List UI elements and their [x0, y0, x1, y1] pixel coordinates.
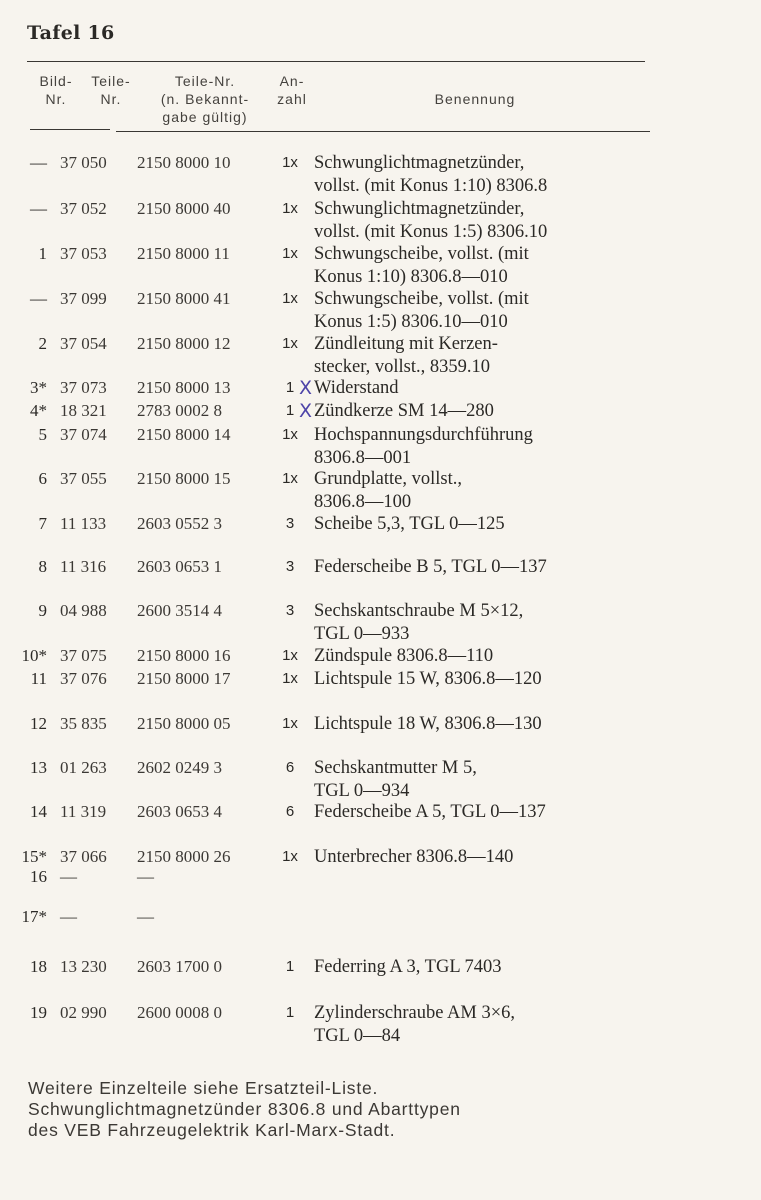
benennung-line: Schwunglichtmagnetzünder,	[314, 199, 525, 219]
benennung-line: 8306.8—001	[314, 447, 412, 468]
cell-teil: 37 053	[60, 244, 107, 263]
handwritten-check-mark: X	[299, 400, 313, 422]
header-teile-nr	[82, 72, 140, 108]
cell-tnr: 2150 8000 11	[137, 244, 230, 263]
header-line: Teile-	[91, 73, 131, 89]
cell-bild: 12	[30, 714, 47, 733]
cell-tnr: 2603 0552 3	[137, 514, 222, 533]
benennung-line: Konus 1:5) 8306.10—010	[314, 311, 508, 332]
cell-benennung	[314, 333, 498, 378]
cell-anz: 1x	[282, 848, 298, 865]
cell-anz: 1x	[282, 426, 298, 443]
cell-anz: 3	[285, 602, 295, 619]
cell-benennung	[314, 600, 523, 645]
cell-benennung	[314, 1002, 515, 1047]
cell-teil: 18 321	[60, 401, 107, 420]
header-anzahl	[270, 72, 314, 108]
header-line: Teile-Nr.	[174, 73, 236, 89]
header-line: Bild-	[39, 73, 73, 89]
cell-anz: 3	[285, 515, 295, 532]
benennung-line: vollst. (mit Konus 1:5) 8306.10	[314, 221, 548, 242]
footer-note	[28, 1078, 461, 1141]
cell-tnr: 2150 8000 26	[137, 847, 231, 866]
cell-bild: 6	[38, 469, 47, 488]
cell-benennung	[314, 846, 513, 869]
cell-anz: 1x	[282, 715, 298, 732]
cell-benennung	[314, 668, 542, 691]
benennung-line: Zündleitung mit Kerzen-	[314, 334, 498, 354]
cell-bild: 15*	[21, 847, 47, 866]
cell-bild: 9	[38, 601, 47, 620]
cell-tnr: 2150 8000 41	[137, 289, 231, 308]
header-teile-nr-bekanntgabe	[140, 72, 270, 126]
cell-teil: 11 319	[60, 802, 107, 821]
footer-line: des VEB Fahrzeugelektrik Karl-Marx-Stadt.	[28, 1120, 396, 1140]
cell-benennung	[314, 198, 547, 243]
cell-benennung	[314, 645, 493, 668]
cell-bild: 7	[38, 514, 47, 533]
benennung-line: Sechskantmutter M 5,	[314, 758, 477, 778]
cell-tnr: 2600 0008 0	[137, 1003, 222, 1022]
benennung-line: Zündkerze SM 14—280	[314, 401, 494, 421]
cell-tnr: 2602 0249 3	[137, 758, 222, 777]
cell-tnr: 2150 8000 15	[137, 469, 231, 488]
cell-benennung	[314, 757, 477, 802]
header-line: zahl	[277, 91, 307, 107]
cell-anz: 1x	[282, 154, 298, 171]
benennung-line: Schwungscheibe, vollst. (mit	[314, 289, 529, 309]
cell-bild: 18	[30, 957, 47, 976]
benennung-line: Federscheibe A 5, TGL 0—137	[314, 802, 546, 822]
header-line: (n. Bekannt-	[160, 91, 250, 107]
cell-benennung	[314, 468, 462, 513]
cell-bild: 16	[30, 867, 47, 886]
cell-teil: 11 133	[60, 514, 107, 533]
cell-teil: 37 099	[60, 289, 107, 308]
cell-benennung	[314, 513, 505, 536]
cell-tnr: 2603 0653 4	[137, 802, 222, 821]
top-rule	[27, 61, 645, 62]
benennung-line: TGL 0—84	[314, 1025, 401, 1046]
cell-tnr: 2150 8000 13	[137, 378, 231, 397]
cell-bild: 2	[38, 334, 47, 353]
cell-tnr: 2150 8000 16	[137, 646, 231, 665]
cell-benennung	[314, 400, 494, 423]
cell-teil: 37 075	[60, 646, 107, 665]
cell-teil: 04 988	[60, 601, 107, 620]
cell-tnr: 2150 8000 05	[137, 714, 231, 733]
cell-bild: —	[30, 199, 47, 218]
cell-anz: 6	[285, 803, 295, 820]
benennung-line: Unterbrecher 8306.8—140	[314, 847, 514, 867]
header-line: An-	[279, 73, 305, 89]
cell-bild: 10*	[21, 646, 47, 665]
cell-anz: 1x	[282, 290, 298, 307]
cell-anz: 1x	[282, 470, 298, 487]
benennung-line: Zylinderschraube AM 3×6,	[314, 1003, 516, 1023]
benennung-line: Federring A 3, TGL 7403	[314, 957, 502, 977]
cell-anz: 1x	[282, 335, 298, 352]
cell-anz: 1x	[282, 670, 298, 687]
cell-benennung	[314, 377, 399, 400]
benennung-line: TGL 0—934	[314, 780, 410, 801]
footer-line: Schwunglichtmagnetzünder 8306.8 und Abarttypen	[28, 1099, 461, 1119]
cell-bild: 11	[30, 669, 47, 688]
benennung-line: Federscheibe B 5, TGL 0—137	[314, 557, 547, 577]
cell-bild: 17*	[21, 907, 47, 926]
cell-bild: —	[30, 153, 47, 172]
cell-teil: 37 073	[60, 378, 107, 397]
header-rule-left	[30, 129, 110, 130]
cell-bild: 19	[30, 1003, 47, 1022]
header-bild-nr	[28, 72, 84, 108]
cell-teil: 35 835	[60, 714, 107, 733]
cell-anz: 1	[285, 379, 295, 396]
header-rule-right	[116, 131, 650, 132]
cell-tnr: 2150 8000 40	[137, 199, 231, 218]
cell-bild: 14	[30, 802, 47, 821]
benennung-line: Grundplatte, vollst.,	[314, 469, 462, 489]
cell-anz: 1x	[282, 200, 298, 217]
cell-tnr: 2783 0002 8	[137, 401, 222, 420]
cell-bild: 5	[38, 425, 47, 444]
cell-teil: 37 054	[60, 334, 107, 353]
cell-tnr: —	[137, 907, 154, 926]
cell-tnr: 2600 3514 4	[137, 601, 222, 620]
cell-teil: 37 076	[60, 669, 107, 688]
cell-teil: 01 263	[60, 758, 107, 777]
benennung-line: stecker, vollst., 8359.10	[314, 356, 491, 377]
cell-teil: 11 316	[60, 557, 107, 576]
cell-anz: 1	[285, 958, 295, 975]
cell-benennung	[314, 152, 547, 197]
cell-tnr: 2150 8000 14	[137, 425, 231, 444]
header-line: gabe gültig)	[162, 109, 248, 125]
cell-teil: —	[60, 907, 77, 926]
cell-bild: 13	[30, 758, 47, 777]
cell-tnr: 2603 1700 0	[137, 957, 222, 976]
cell-teil: 02 990	[60, 1003, 107, 1022]
cell-tnr: 2150 8000 12	[137, 334, 231, 353]
benennung-line: Sechskantschraube M 5×12,	[314, 601, 524, 621]
cell-teil: 37 066	[60, 847, 107, 866]
cell-bild: 4*	[30, 401, 47, 420]
benennung-line: Scheibe 5,3, TGL 0—125	[314, 514, 505, 534]
cell-anz: 3	[285, 558, 295, 575]
header-benennung	[380, 90, 570, 108]
cell-benennung	[314, 288, 529, 333]
footer-line: Weitere Einzelteile siehe Ersatzteil-Liste.	[28, 1078, 379, 1098]
cell-benennung	[314, 424, 533, 469]
header-line: Nr.	[100, 91, 122, 107]
cell-anz: 1x	[282, 647, 298, 664]
benennung-line: Schwungscheibe, vollst. (mit	[314, 244, 529, 264]
benennung-line: vollst. (mit Konus 1:10) 8306.8	[314, 175, 548, 196]
cell-benennung	[314, 556, 547, 579]
benennung-line: TGL 0—933	[314, 623, 410, 644]
page-title: Tafel 16	[27, 22, 115, 44]
cell-teil: 37 055	[60, 469, 107, 488]
cell-teil: 37 074	[60, 425, 107, 444]
cell-teil: 37 052	[60, 199, 107, 218]
cell-bild: —	[30, 289, 47, 308]
benennung-line: Widerstand	[314, 378, 399, 398]
cell-teil: 37 050	[60, 153, 107, 172]
cell-benennung	[314, 801, 546, 824]
cell-bild: 1	[38, 244, 47, 263]
cell-tnr: 2150 8000 17	[137, 669, 231, 688]
benennung-line: Lichtspule 18 W, 8306.8—130	[314, 714, 542, 734]
benennung-line: Konus 1:10) 8306.8—010	[314, 266, 508, 287]
cell-benennung	[314, 243, 529, 288]
cell-tnr: 2603 0653 1	[137, 557, 222, 576]
cell-benennung	[314, 956, 502, 979]
cell-tnr: 2150 8000 10	[137, 153, 231, 172]
cell-anz: 1	[285, 402, 295, 419]
benennung-line: Lichtspule 15 W, 8306.8—120	[314, 669, 542, 689]
cell-anz: 6	[285, 759, 295, 776]
benennung-line: Zündspule 8306.8—110	[314, 646, 494, 666]
benennung-line: Hochspannungsdurchführung	[314, 425, 533, 445]
handwritten-check-mark: X	[299, 377, 313, 399]
benennung-line: Schwunglichtmagnetzünder,	[314, 153, 525, 173]
cell-bild: 3*	[30, 378, 47, 397]
cell-bild: 8	[38, 557, 47, 576]
cell-anz: 1x	[282, 245, 298, 262]
cell-anz: 1	[285, 1004, 295, 1021]
cell-teil: —	[60, 867, 77, 886]
header-line: Nr.	[45, 91, 67, 107]
benennung-line: 8306.8—100	[314, 491, 412, 512]
cell-tnr: —	[137, 867, 154, 886]
header-line: Benennung	[434, 91, 516, 107]
cell-teil: 13 230	[60, 957, 107, 976]
cell-benennung	[314, 713, 542, 736]
